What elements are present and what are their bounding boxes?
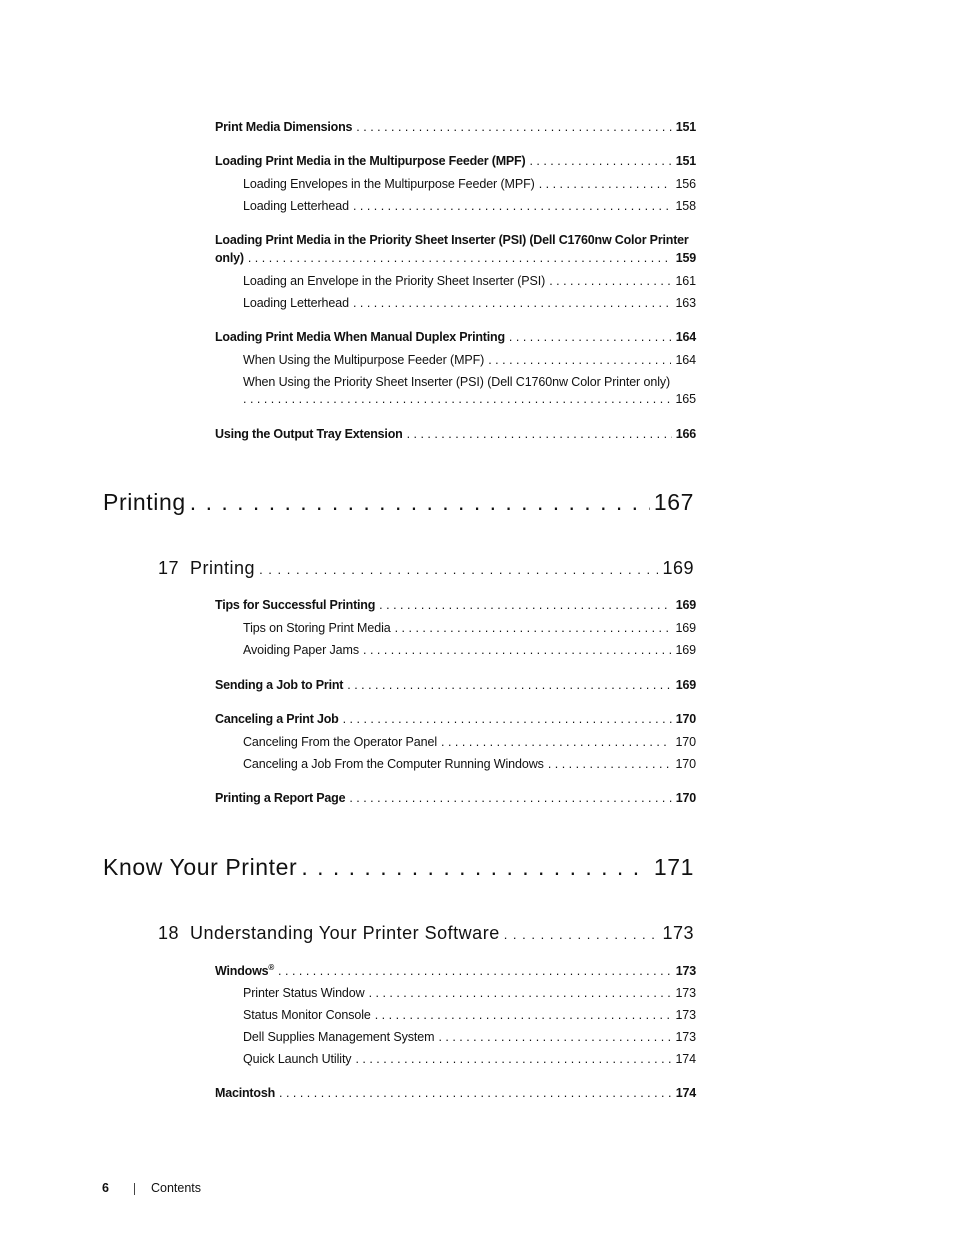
dot-leader: [279, 1086, 672, 1100]
toc-entry-page: 165: [675, 392, 696, 406]
toc-entry-page: 164: [675, 353, 696, 367]
toc-entry-page: 170: [675, 757, 696, 771]
dot-leader: [356, 120, 671, 134]
toc-entry-title: Print Media Dimensions: [215, 120, 353, 134]
toc-entry-tips-storing[interactable]: [243, 621, 696, 635]
footer-separator: [134, 1183, 135, 1195]
toc-entry-page: 173: [675, 1030, 696, 1044]
dot-leader: [438, 1030, 671, 1044]
toc-entry-title: When Using the Multipurpose Feeder (MPF): [243, 353, 485, 367]
toc-entry-page: 170: [675, 712, 696, 726]
dot-leader: [548, 757, 672, 771]
dot-leader: [529, 154, 671, 168]
toc-entry-loading-envelopes-mpf[interactable]: [243, 177, 696, 191]
toc-chapter-title: 17 Printing: [158, 558, 256, 578]
toc-part-know-your-printer[interactable]: [103, 854, 694, 881]
toc-entry-title: Canceling From the Operator Panel: [243, 735, 438, 749]
footer-page-number: 6: [102, 1181, 109, 1195]
toc-entry-avoiding-jams[interactable]: [243, 643, 696, 657]
toc-entry-page: 159: [675, 251, 696, 265]
toc-part-page: 167: [653, 489, 694, 515]
toc-entry-print-media-dimensions[interactable]: [215, 120, 696, 134]
toc-entry-title: Loading an Envelope in the Priority Sheet Inserter (PSI): [243, 274, 546, 288]
toc-entry-title: Tips for Successful Printing: [215, 598, 376, 612]
toc-entry-title: Canceling a Print Job: [215, 712, 339, 726]
toc-entry-tips[interactable]: [215, 598, 696, 612]
toc-entry-loading-psi-line1[interactable]: Loading Print Media in the Priority Sheet Inserter (PSI) (Dell C1760nw Color Printer: [215, 233, 689, 247]
dot-leader: [395, 621, 672, 635]
toc-part-title: Printing: [103, 489, 186, 515]
toc-entry-sending-job[interactable]: [215, 678, 696, 692]
toc-entry-title: Sending a Job to Print: [215, 678, 344, 692]
toc-entry-title: Loading Envelopes in the Multipurpose Feeder (MPF): [243, 177, 535, 191]
dot-leader: [243, 392, 671, 406]
toc-entry-windows[interactable]: [215, 963, 696, 978]
toc-entry-status-console[interactable]: [243, 1008, 696, 1022]
toc-entry-using-psi[interactable]: [243, 392, 696, 406]
toc-entry-page: 166: [675, 427, 696, 441]
toc-entry-title: Dell Supplies Management System: [243, 1030, 435, 1044]
toc-entry-title: Loading Print Media in the Multipurpose Feeder (MPF): [215, 154, 526, 168]
toc-entry-loading-psi[interactable]: [215, 251, 696, 265]
toc-entry-using-mpf[interactable]: [243, 353, 696, 367]
toc-entry-page: 151: [675, 154, 696, 168]
toc-entry-page: 173: [675, 964, 696, 979]
dot-leader: [407, 427, 672, 441]
toc-entry-title: [215, 963, 274, 978]
dot-leader: [343, 712, 672, 726]
toc-entry-title: only): [215, 251, 244, 265]
registered-mark: ®: [268, 963, 275, 972]
toc-chapter-title: 18 Understanding Your Printer Software: [158, 923, 500, 943]
toc-entry-loading-letterhead-2[interactable]: [243, 296, 696, 310]
toc-entry-title: Tips on Storing Print Media: [243, 621, 391, 635]
toc-entry-title: Macintosh: [215, 1086, 276, 1100]
toc-entry-loading-envelope-psi[interactable]: [243, 274, 696, 288]
toc-entry-title: Loading Print Media When Manual Duplex Printing: [215, 330, 505, 344]
dot-leader: [259, 562, 658, 577]
toc-entry-page: 174: [675, 1052, 696, 1066]
toc-entry-page: 163: [675, 296, 696, 310]
footer-section-label: Contents: [151, 1181, 202, 1195]
dot-leader: [539, 177, 672, 191]
toc-entry-page: 169: [675, 678, 696, 692]
toc-entry-title: Loading Letterhead: [243, 296, 349, 310]
toc-part-page: 171: [653, 854, 694, 880]
toc-entry-macintosh[interactable]: [215, 1086, 696, 1100]
toc-entry-title: Quick Launch Utility: [243, 1052, 352, 1066]
toc-chapter-page: 173: [662, 923, 694, 943]
toc-entry-page: 170: [675, 791, 696, 805]
dot-leader: [441, 735, 671, 749]
toc-entry-report-page[interactable]: [215, 791, 696, 805]
dot-leader: [347, 678, 671, 692]
toc-entry-page: 173: [675, 986, 696, 1000]
toc-entry-title: Using the Output Tray Extension: [215, 427, 403, 441]
toc-entry-status-window[interactable]: [243, 986, 696, 1000]
toc-entry-title: Loading Letterhead: [243, 199, 349, 213]
toc-entry-canceling-job[interactable]: [215, 712, 696, 726]
toc-entry-page: 164: [675, 330, 696, 344]
toc-part-title: Know Your Printer: [103, 854, 298, 880]
toc-entry-title: Canceling a Job From the Computer Running Windows: [243, 757, 544, 771]
dot-leader: [504, 927, 659, 942]
toc-entry-title: Printer Status Window: [243, 986, 365, 1000]
dot-leader: [509, 330, 672, 344]
dot-leader: [349, 791, 671, 805]
dot-leader: [363, 643, 671, 657]
toc-chapter-17[interactable]: [158, 558, 694, 579]
dot-leader: [278, 964, 672, 978]
toc-entry-page: 156: [675, 177, 696, 191]
toc-entry-title: Status Monitor Console: [243, 1008, 371, 1022]
toc-entry-supplies-mgmt[interactable]: [243, 1030, 696, 1044]
dot-leader: [248, 251, 672, 265]
dot-leader: [353, 296, 672, 310]
toc-entry-quick-launch[interactable]: [243, 1052, 696, 1066]
toc-entry-page: 158: [675, 199, 696, 213]
dot-leader: [301, 854, 650, 881]
dot-leader: [488, 353, 671, 367]
toc-entry-canceling-panel[interactable]: [243, 735, 696, 749]
toc-entry-title: Avoiding Paper Jams: [243, 643, 359, 657]
toc-entry-canceling-windows[interactable]: [243, 757, 696, 771]
toc-entry-title: Printing a Report Page: [215, 791, 346, 805]
dot-leader: [379, 598, 672, 612]
toc-entry-page: 169: [675, 598, 696, 612]
dot-leader: [190, 489, 650, 516]
toc-chapter-18[interactable]: [158, 923, 694, 944]
toc-entry-title-text: Windows: [215, 964, 269, 979]
toc-entry-page: 170: [675, 735, 696, 749]
toc-part-printing[interactable]: [103, 489, 694, 516]
toc-entry-loading-letterhead-1[interactable]: [243, 199, 696, 213]
dot-leader: [375, 1008, 672, 1022]
dot-leader: [355, 1052, 671, 1066]
toc-entry-page: 174: [675, 1086, 696, 1100]
toc-entry-output-tray[interactable]: [215, 427, 696, 441]
toc-entry-using-psi-line1[interactable]: When Using the Priority Sheet Inserter (PSI) (Dell C1760nw Color Printer only): [243, 375, 671, 389]
dot-leader: [549, 274, 671, 288]
dot-leader: [353, 199, 672, 213]
toc-entry-page: 169: [675, 621, 696, 635]
toc-entry-page: 161: [675, 274, 696, 288]
toc-entry-manual-duplex[interactable]: [215, 330, 696, 344]
toc-entry-loading-mpf[interactable]: [215, 154, 696, 168]
toc-entry-page: 151: [675, 120, 696, 134]
toc-chapter-page: 169: [662, 558, 694, 578]
dot-leader: [369, 986, 672, 1000]
toc-entry-page: 169: [675, 643, 696, 657]
toc-entry-page: 173: [675, 1008, 696, 1022]
